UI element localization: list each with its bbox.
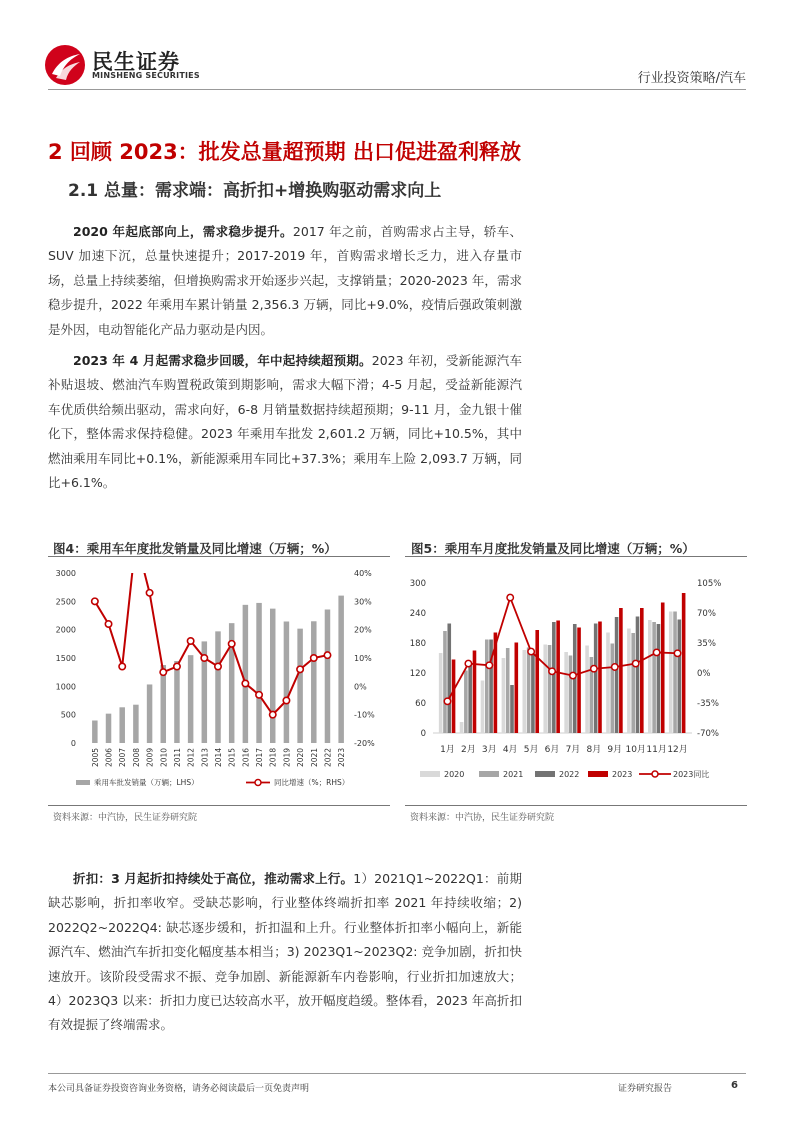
yoy-growth-point	[92, 598, 98, 604]
bar-2022	[447, 624, 451, 734]
bar-2023	[452, 660, 456, 734]
y-right-tick-label: -35%	[697, 699, 719, 709]
paragraph-1-text: 2017 年之前，首购需求占主导，轿车、SUV 加速下沉，总量快速提升；2017-2019 年，首购需求增长乏力，进入存量市场，总量上持续萎缩，但增换购需求开始逐步兴起，支撑销量；2020-2023 年，需求稳步提升，2022 年乘用车累计销量 2,356.3 万辆，同比+9.0%，疫情后强政策刺激是外因，电动智能化产品力驱动是内因。	[48, 224, 522, 337]
yoy-2023-point	[612, 664, 618, 670]
header-divider	[48, 89, 746, 90]
yoy-growth-point	[174, 663, 180, 669]
x-tick-label: 2020	[296, 747, 306, 767]
figure-5-chart	[405, 560, 747, 800]
x-tick-label: 2016	[241, 747, 251, 767]
logo	[44, 44, 86, 86]
x-tick-label: 2006	[104, 747, 114, 767]
bar-annual-sales	[284, 622, 290, 743]
x-tick-label: 2013	[200, 747, 210, 767]
bar-2021	[506, 648, 510, 733]
y-right-tick-label: 70%	[697, 609, 716, 619]
bar-2022	[615, 617, 619, 733]
bar-2020	[502, 658, 506, 733]
paragraph-3	[48, 867, 522, 1038]
y-right-tick-label: 35%	[697, 639, 716, 649]
bar-2021	[464, 671, 468, 734]
y-left-tick-label: 180	[409, 639, 426, 649]
company-name-cn: 民生证券	[92, 50, 180, 74]
yoy-growth-point	[119, 663, 125, 669]
y-right-tick-label: 40%	[354, 569, 372, 578]
x-tick-label: 2021	[309, 747, 319, 767]
bar-2020	[648, 620, 652, 733]
bar-annual-sales	[161, 665, 167, 743]
figure-5-title: 图5：乘用车月度批发销量及同比增速（万辆；%）	[411, 541, 695, 556]
y-left-tick-label: 0	[420, 729, 426, 739]
x-tick-label: 9月	[607, 745, 623, 755]
bar-2021	[569, 656, 573, 734]
y-right-tick-label: -70%	[697, 729, 719, 739]
y-left-tick-label: 120	[409, 669, 426, 679]
bar-2022	[636, 617, 640, 734]
x-tick-label: 2023	[337, 747, 347, 767]
bar-2023	[640, 608, 644, 733]
figure-4-title: 图4：乘用车年度批发销量及同比增速（万辆；%）	[53, 541, 337, 556]
bar-2020	[543, 645, 547, 734]
y-right-tick-label: 0%	[697, 669, 711, 679]
legend-label-2022: 2022	[559, 770, 580, 779]
y-left-tick-label: 1500	[55, 654, 76, 663]
bar-annual-sales	[188, 655, 194, 743]
yoy-growth-point	[105, 621, 111, 627]
bar-2023	[598, 622, 602, 734]
figure-4-top-rule	[48, 556, 390, 557]
bar-2022	[594, 624, 598, 734]
bar-2022	[678, 620, 682, 734]
bar-2022	[468, 664, 472, 733]
bar-2023	[577, 628, 581, 734]
x-tick-label: 11月	[646, 745, 667, 755]
x-tick-label: 2月	[461, 745, 476, 755]
figure-4-chart	[48, 560, 390, 800]
yoy-growth-point	[311, 655, 317, 661]
bar-2023	[556, 621, 560, 734]
bar-2021	[548, 645, 552, 733]
bar-annual-sales	[92, 721, 98, 743]
bar-annual-sales	[119, 707, 125, 743]
yoy-2023-point	[507, 594, 513, 600]
x-tick-label: 2010	[159, 747, 169, 767]
bar-2020	[606, 633, 610, 734]
legend-swatch-2021	[479, 771, 499, 777]
y-left-tick-label: 1000	[55, 682, 76, 692]
yoy-2023-point	[486, 662, 492, 668]
bar-2021	[631, 633, 635, 733]
yoy-2023-point	[653, 649, 659, 655]
yoy-growth-point	[256, 692, 262, 698]
footer-disclaimer: 本公司具备证券投资咨询业务资格，请务必阅读最后一页免责声明	[48, 1084, 310, 1094]
yoy-growth-point	[324, 652, 330, 658]
yoy-growth-point	[160, 669, 166, 675]
bar-annual-sales	[325, 609, 331, 743]
legend-label-yoy: 同比增速（%；RHS）	[274, 778, 350, 787]
yoy-2023-point	[633, 660, 639, 666]
bar-2020	[669, 612, 673, 734]
company-name-en: MINSHENG SECURITIES	[92, 71, 200, 80]
y-right-tick-label: 20%	[354, 625, 372, 635]
x-tick-label: 2005	[90, 747, 100, 767]
x-tick-label: 2019	[282, 747, 292, 767]
bar-annual-sales	[311, 621, 317, 743]
x-tick-label: 5月	[523, 745, 539, 755]
bar-2020	[523, 650, 527, 733]
paragraph-2	[48, 349, 522, 495]
y-right-tick-label: 30%	[354, 597, 372, 607]
bar-2020	[564, 652, 568, 733]
bar-2023	[619, 608, 623, 733]
y-right-tick-label: 10%	[354, 654, 372, 663]
legend-label-2020: 2020	[444, 770, 465, 779]
section-subtitle: 2.1 总量：需求端：高折扣+增换购驱动需求向上	[68, 181, 442, 201]
bar-2023	[535, 630, 539, 733]
bar-2022	[657, 624, 661, 733]
yoy-growth-point	[270, 711, 276, 717]
x-tick-label: 2008	[131, 747, 141, 767]
bar-2023	[515, 643, 519, 734]
bar-annual-sales	[256, 603, 262, 743]
x-tick-label: 2015	[227, 747, 237, 767]
x-tick-label: 4月	[502, 745, 518, 755]
figure-5-top-rule	[405, 556, 747, 557]
bar-2021	[485, 640, 489, 734]
x-tick-label: 2009	[145, 747, 155, 767]
legend-label-sales: 乘用车批发销量（万辆；LHS）	[94, 778, 199, 787]
yoy-growth-line	[95, 560, 328, 715]
legend-label-2021: 2021	[503, 770, 524, 779]
y-right-tick-label: 105%	[697, 579, 722, 589]
bar-2020	[439, 653, 443, 733]
figure-5-bottom-rule	[405, 805, 747, 806]
yoy-2023-point	[591, 666, 597, 672]
yoy-growth-point	[187, 638, 193, 644]
bar-2021	[673, 612, 677, 734]
bar-2022	[531, 652, 535, 733]
report-category: 行业投资策略/汽车	[637, 71, 746, 86]
legend-marker-yoy	[255, 780, 261, 786]
y-right-tick-label: -20%	[354, 739, 375, 748]
bar-annual-sales	[147, 684, 153, 743]
legend-label-yoy: 2023同比	[673, 770, 710, 779]
legend-label-2023: 2023	[612, 770, 633, 779]
bar-annual-sales	[133, 705, 139, 743]
yoy-growth-point	[242, 680, 248, 686]
page-number: 6	[731, 1080, 738, 1091]
y-left-tick-label: 60	[415, 699, 426, 709]
bar-2020	[481, 681, 485, 734]
yoy-growth-point	[146, 590, 152, 596]
x-tick-label: 10月	[625, 745, 646, 755]
yoy-growth-point	[201, 655, 207, 661]
yoy-2023-point	[465, 660, 471, 666]
bar-2021	[443, 631, 447, 733]
x-tick-label: 2022	[323, 747, 333, 767]
legend-swatch-2020	[420, 771, 440, 777]
yoy-2023-point	[570, 672, 576, 678]
bar-2021	[610, 644, 614, 734]
x-tick-label: 7月	[565, 745, 581, 755]
figure-4-source: 资料来源：中汽协，民生证券研究院	[53, 813, 198, 823]
paragraph-1-lead: 2020 年起底部向上，需求稳步提升。	[73, 224, 293, 239]
legend-swatch-sales	[76, 780, 90, 785]
y-right-tick-label: 0%	[354, 682, 367, 692]
bar-2021	[652, 622, 656, 733]
x-tick-label: 12月	[667, 745, 688, 755]
x-tick-label: 2017	[255, 747, 265, 767]
logo-emblem-icon	[44, 44, 86, 86]
bar-2023	[661, 603, 665, 734]
paragraph-3-lead: 折扣：3 月起折扣持续处于高位，推动需求上行。	[73, 871, 354, 886]
legend-swatch-2022	[535, 771, 555, 777]
x-tick-label: 2011	[172, 747, 182, 767]
figure-5-source: 资料来源：中汽协，民生证券研究院	[410, 813, 555, 823]
x-tick-label: 3月	[481, 745, 497, 755]
bar-2022	[552, 622, 556, 733]
bar-2020	[460, 722, 464, 733]
bar-annual-sales	[297, 629, 303, 743]
bar-2022	[510, 685, 514, 733]
yoy-growth-point	[297, 666, 303, 672]
paragraph-2-text: 2023 年初，受新能源汽车补贴退坡、燃油汽车购置税政策到期影响，需求大幅下滑；4-5 月起，受益新能源汽车优质供给频出驱动，需求向好，6-8 月销量数据持续超预期；9-11 月，金九银十催化下，整体需求保持稳健。2023 年乘用车批发 2,601.2 万辆，同比+10.5%，其中燃油乘用车同比+0.1%，新能源乘用车同比+37.3%；乘用车上险 2,093.7 万辆，同比+6.1%。	[48, 353, 522, 491]
section-title: 2 回顾 2023：批发总量超预期 出口促进盈利释放	[48, 140, 521, 164]
bar-annual-sales	[106, 714, 112, 743]
yoy-2023-point	[674, 650, 680, 656]
bar-annual-sales	[215, 631, 221, 743]
bar-2023	[473, 651, 477, 734]
bar-2021	[527, 648, 531, 734]
bar-2023	[682, 593, 686, 733]
x-tick-label: 1月	[440, 745, 455, 755]
x-tick-label: 6月	[544, 745, 560, 755]
bar-annual-sales	[243, 605, 249, 743]
y-right-tick-label: -10%	[354, 710, 375, 720]
yoy-2023-point	[549, 668, 555, 674]
y-left-tick-label: 3000	[55, 569, 76, 578]
yoy-growth-point	[228, 641, 234, 647]
legend-marker-yoy	[652, 771, 658, 777]
bar-annual-sales	[270, 609, 276, 743]
paragraph-1	[48, 220, 522, 342]
yoy-growth-point	[283, 697, 289, 703]
y-left-tick-label: 240	[409, 609, 426, 619]
bar-2020	[627, 629, 631, 734]
x-tick-label: 2007	[118, 747, 128, 767]
figure-4-bottom-rule	[48, 805, 390, 806]
paragraph-3-text: 1）2021Q1~2022Q1：前期缺芯影响，折扣率收窄。受缺芯影响，行业整体终端折扣率 2021 年持续收缩；2) 2022Q2~2022Q4: 缺芯逐步缓和，折扣温和上升。行业整体折扣率小幅向上，新能源汽车、燃油汽车折扣变化幅度基本相当；3) 2023Q1~2023Q2: 竞争加剧，折扣快速放开。该阶段受需求不振、竞争加剧、新能源新车内卷影响，行业折扣加速放大；4）2023Q3 以来：折扣力度已达较高水平，放开幅度趋缓。整体看，2023 年高折扣有效提振了终端需求。	[48, 871, 522, 1033]
x-tick-label: 2012	[186, 747, 196, 767]
y-left-tick-label: 0	[70, 739, 76, 748]
yoy-2023-point	[528, 648, 534, 654]
y-left-tick-label: 2000	[55, 625, 76, 635]
y-left-tick-label: 2500	[55, 597, 76, 607]
bar-annual-sales	[174, 661, 180, 743]
legend-swatch-2023	[588, 771, 608, 777]
y-left-tick-label: 500	[60, 710, 76, 720]
yoy-growth-point	[215, 663, 221, 669]
yoy-2023-point	[444, 698, 450, 704]
x-tick-label: 2014	[214, 747, 223, 767]
paragraph-2-lead: 2023 年 4 月起需求稳步回暖，年中起持续超预期。	[73, 353, 372, 368]
bar-annual-sales	[338, 596, 344, 743]
footer-report-type: 证券研究报告	[618, 1084, 673, 1094]
bar-2020	[585, 646, 589, 734]
x-tick-label: 2018	[268, 747, 278, 767]
x-tick-label: 8月	[586, 745, 602, 755]
y-left-tick-label: 300	[409, 579, 426, 589]
footer-divider	[48, 1073, 746, 1074]
